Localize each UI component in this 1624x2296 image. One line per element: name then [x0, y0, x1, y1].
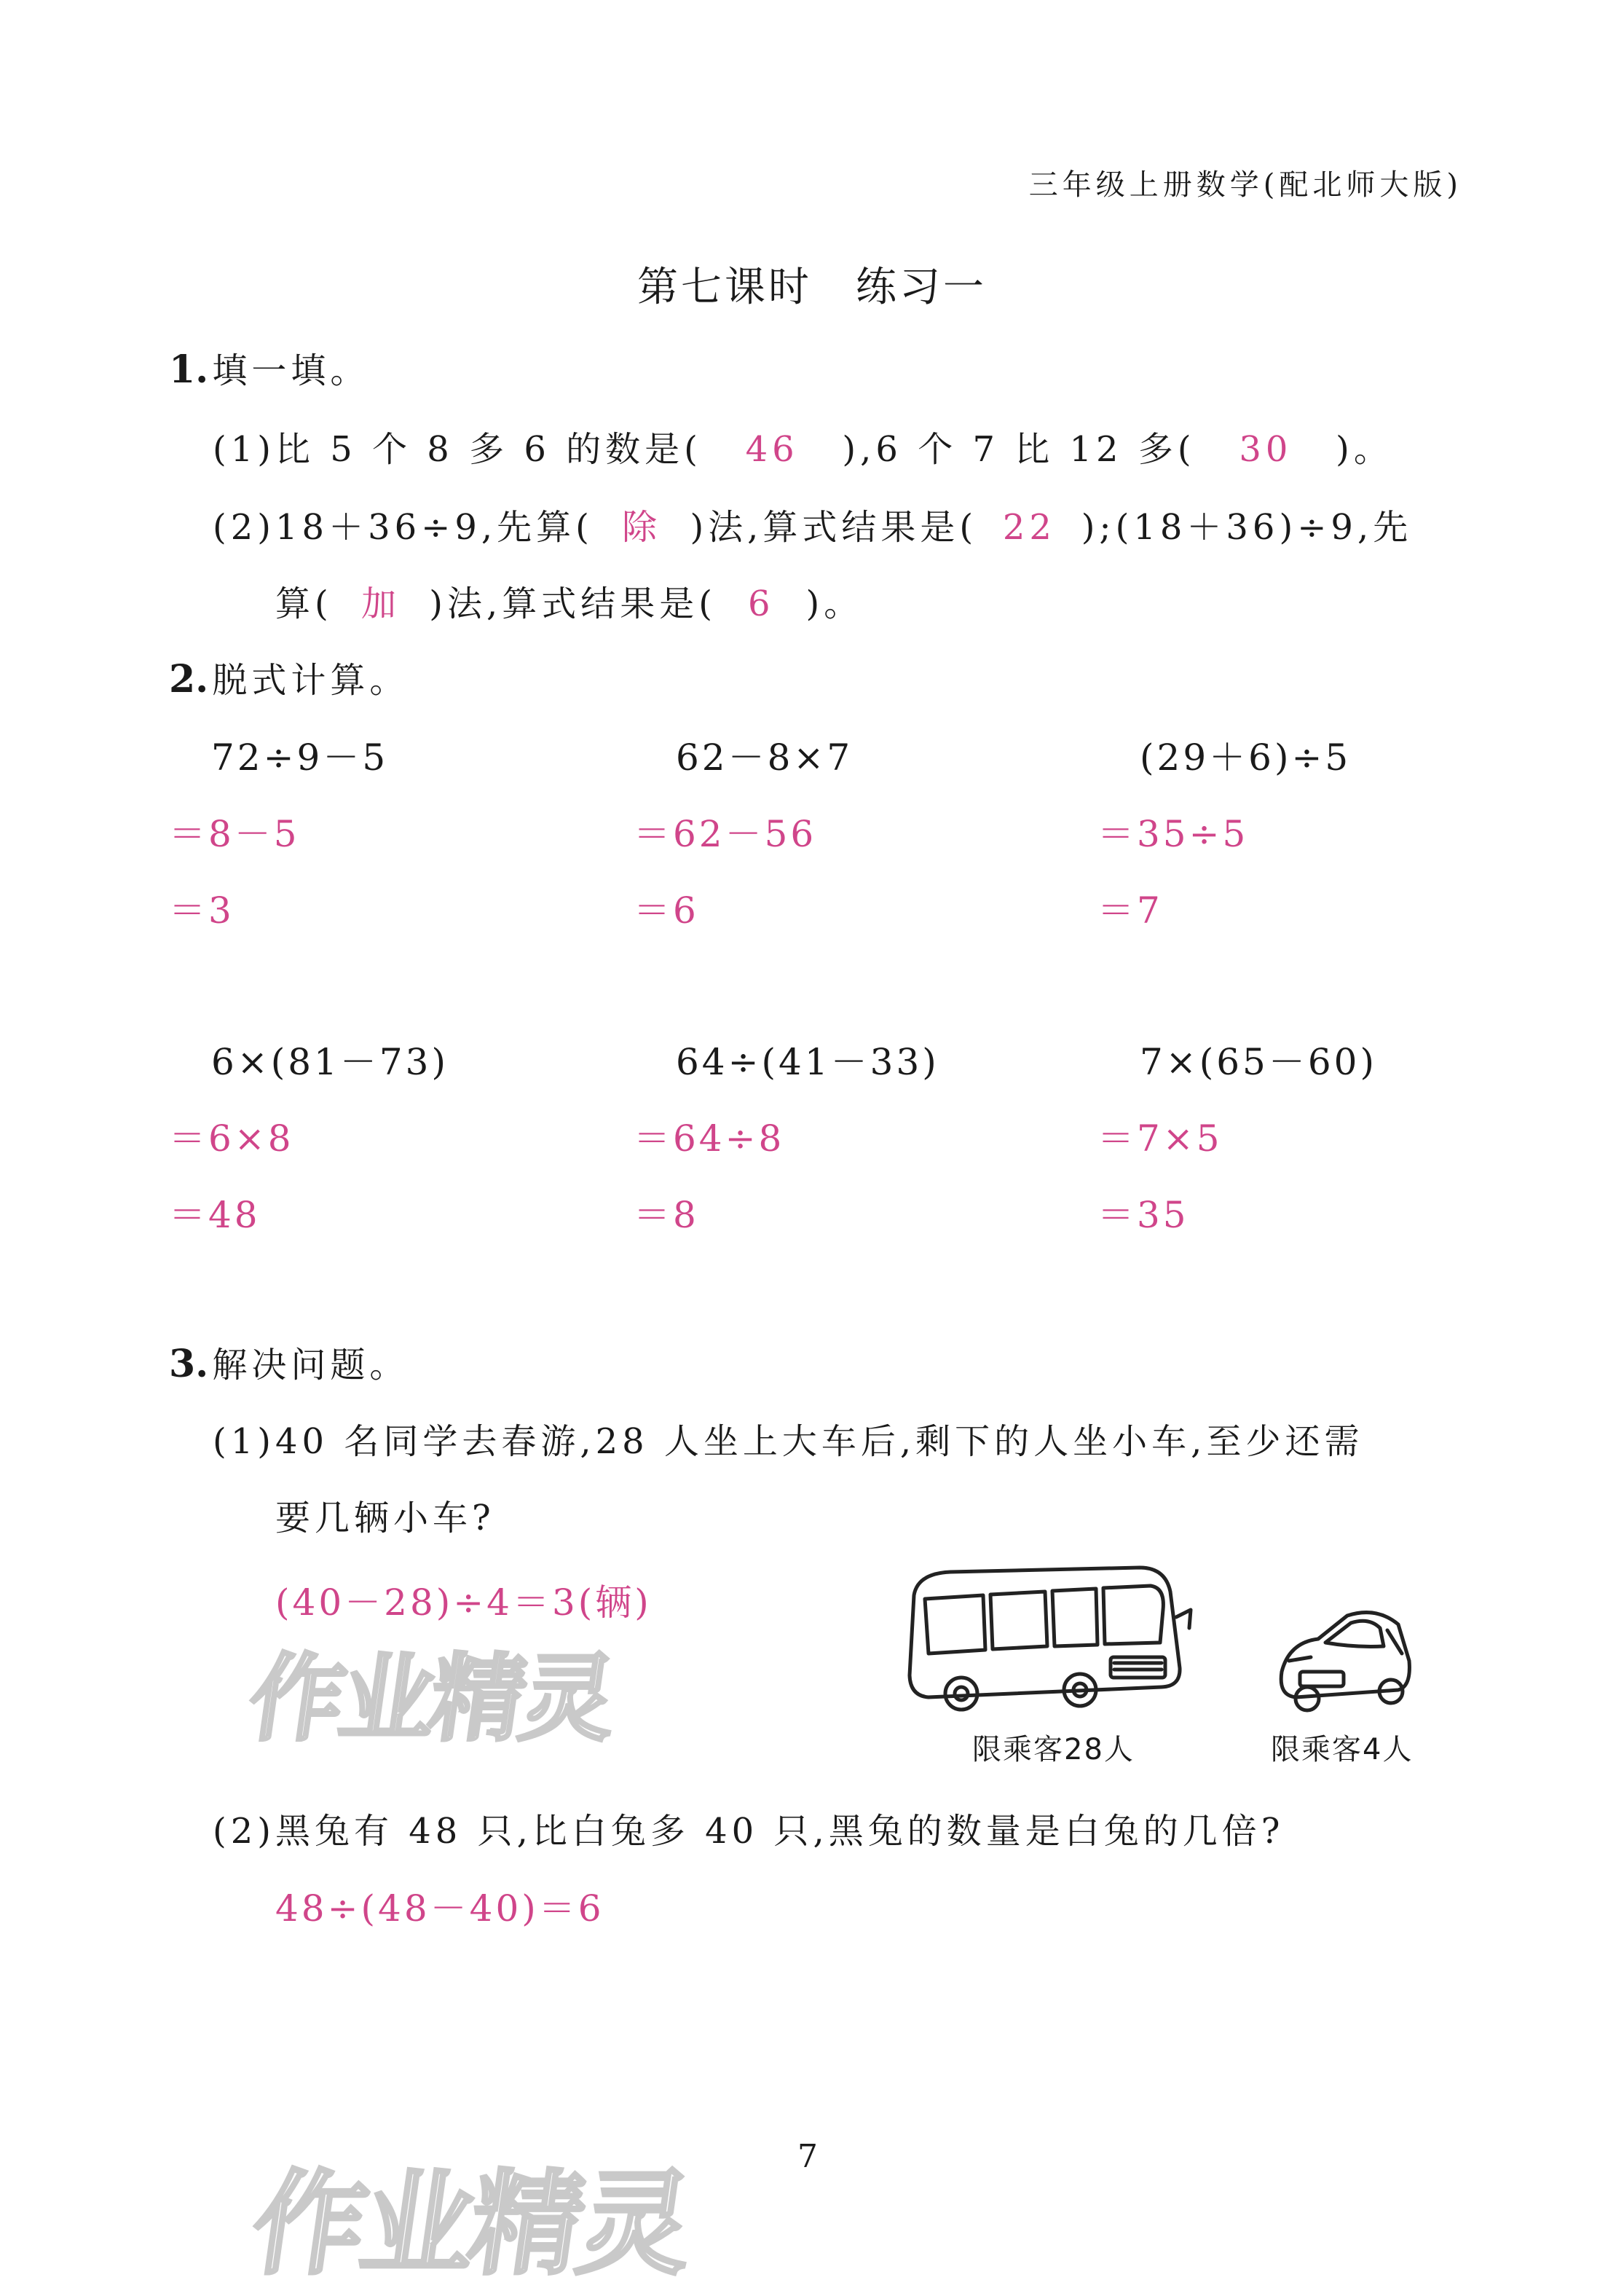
car-caption: 限乘客4人	[1271, 1733, 1414, 1766]
q1-part1-text-a: (1)比 5 个 8 多 6 的数是(	[213, 429, 702, 470]
calc-1-step2: ＝3	[169, 889, 234, 932]
calc-3-step1: ＝35÷5	[1097, 813, 1249, 855]
q1-part2-answer-2: 22	[1002, 507, 1056, 548]
q1-part2-text-e: )法,算式结果是(	[429, 583, 717, 624]
q1-part1-answer-2: 30	[1239, 429, 1293, 470]
q3-part2-line1: (2)黑兔有 48 只,比白兔多 40 只,黑兔的数量是白兔的几倍?	[213, 1811, 1285, 1852]
q2-heading-text: 脱式计算。	[212, 660, 409, 701]
q2-heading	[169, 652, 409, 702]
calc-1-step1: ＝8－5	[169, 813, 300, 855]
calc-4-expression: 6×(81－73)	[211, 1041, 449, 1083]
bus-caption: 限乘客28人	[972, 1733, 1135, 1766]
calc-5-step1: ＝64÷8	[634, 1117, 785, 1160]
lesson-title: 第七课时 练习一	[637, 264, 987, 311]
watermark: 作业精灵	[242, 1643, 620, 1754]
q3-heading-text: 解决问题。	[212, 1345, 409, 1385]
car-illustration	[1267, 1603, 1420, 1719]
q3-number: 3.	[169, 1342, 209, 1386]
calc-6-step1: ＝7×5	[1097, 1117, 1223, 1160]
q1-part2-text-b: )法,算式结果是(	[690, 507, 978, 548]
calc-2-expression: 62－8×7	[676, 736, 854, 779]
q1-part2-text-a: (2)18＋36÷9,先算(	[213, 507, 594, 548]
q1-part2-answer-4: 6	[747, 583, 775, 624]
q1-part2-text-c: );(18＋36)÷9,先	[1081, 507, 1413, 548]
q1-part2-text-d: 算(	[275, 583, 333, 624]
calc-2-step2: ＝6	[634, 889, 699, 932]
bus-illustration	[899, 1559, 1220, 1719]
calc-4-step1: ＝6×8	[169, 1117, 294, 1160]
book-header: 三年级上册数学(配北师大版)	[1028, 168, 1462, 202]
calc-3-expression: (29＋6)÷5	[1140, 736, 1352, 779]
q3-part2-answer: 48÷(48－40)＝6	[275, 1887, 604, 1930]
q1-part1	[213, 421, 1393, 471]
q1-part1-text-b: ),6 个 7 比 12 多(	[842, 429, 1196, 470]
calc-5-expression: 64÷(41－33)	[676, 1041, 939, 1083]
q3-part1-line1: (1)40 名同学去春游,28 人坐上大车后,剩下的人坐小车,至少还需	[213, 1421, 1364, 1462]
q3-part1-line2: 要几辆小车?	[275, 1498, 495, 1538]
calc-3-step2: ＝7	[1097, 889, 1163, 932]
q1-part1-answer-1: 46	[745, 429, 799, 470]
q1-part2-answer-3: 加	[360, 583, 401, 624]
page-number: 7	[797, 2138, 818, 2175]
q1-heading	[169, 342, 369, 393]
q1-number: 1.	[169, 347, 209, 392]
calc-6-step2: ＝35	[1097, 1194, 1189, 1236]
q1-part2-text-f: )。	[805, 583, 864, 624]
calc-2-step1: ＝62－56	[634, 813, 817, 855]
calc-6-expression: 7×(65－60)	[1140, 1041, 1377, 1083]
q1-part1-text-c: )。	[1336, 429, 1393, 470]
q1-heading-text: 填一填。	[212, 350, 370, 391]
q1-part2-line1	[213, 499, 1412, 549]
watermark-bottom: 作业精灵	[244, 2158, 697, 2290]
q2-number: 2.	[169, 657, 209, 701]
q1-part2-line2	[275, 575, 863, 626]
calc-4-step2: ＝48	[169, 1194, 261, 1236]
calc-1-expression: 72÷9－5	[211, 736, 389, 779]
q3-part1-answer: (40－28)÷4＝3(辆)	[275, 1581, 652, 1624]
q1-part2-answer-1: 除	[622, 507, 662, 548]
q3-heading	[169, 1337, 409, 1387]
calc-5-step2: ＝8	[634, 1194, 699, 1236]
